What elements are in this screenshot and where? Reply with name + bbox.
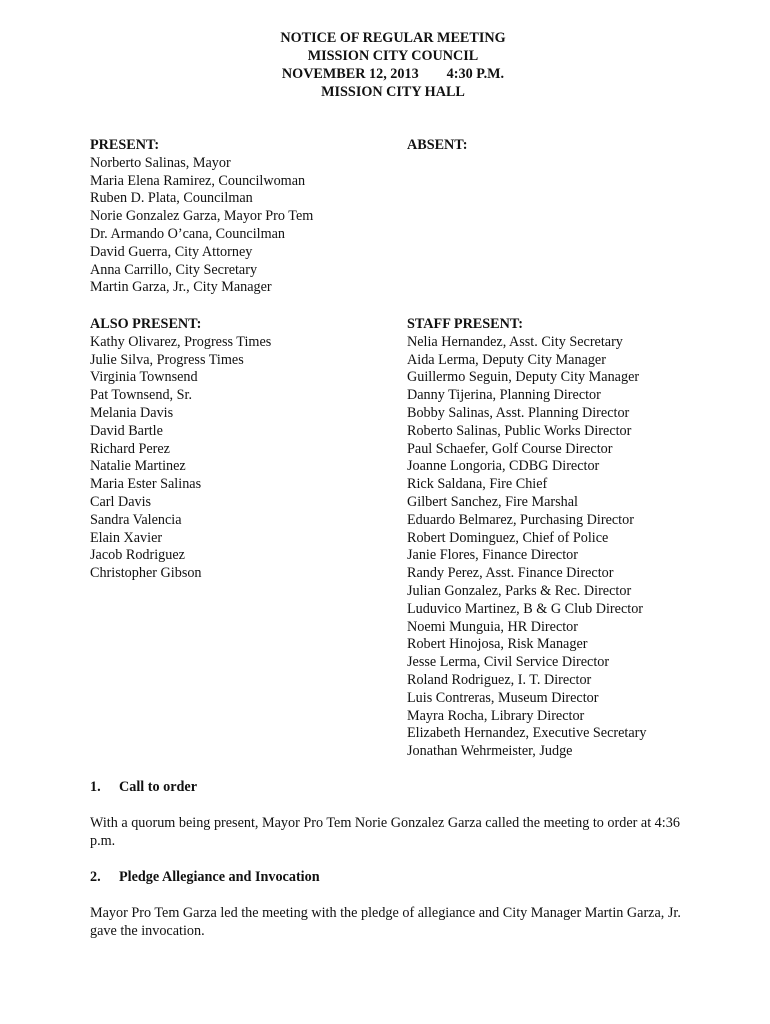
staff-member: Elizabeth Hernandez, Executive Secretary [407,725,647,742]
attendee: Pat Townsend, Sr. [90,387,193,404]
staff-member: Rick Saldana, Fire Chief [407,476,548,493]
attendee: Jacob Rodriguez [90,547,185,564]
staff-member: Gilbert Sanchez, Fire Marshal [407,493,578,510]
attendee: Elain Xavier [90,529,163,546]
staff-present-heading: STAFF PRESENT: [407,316,524,332]
present-member: Martin Garza, Jr., City Manager [90,279,272,296]
attendee: Natalie Martinez [90,458,186,475]
present-member: Norie Gonzalez Garza, Mayor Pro Tem [90,208,314,225]
section-2-title [90,869,320,887]
notice-title: NOTICE OF REGULAR MEETING [280,30,506,46]
date-time-line [0,66,770,84]
staff-member: Roland Rodriguez, I. T. Director [407,671,592,688]
staff-member: Eduardo Belmarez, Purchasing Director [407,511,634,528]
also-present-heading: ALSO PRESENT: [90,316,202,332]
staff-member: Mayra Rocha, Library Director [407,707,585,724]
staff-present-section [407,316,646,761]
attendee: Virginia Townsend [90,369,198,386]
section-number: 2. [90,869,101,885]
present-member: Ruben D. Plata, Councilman [90,190,253,207]
present-member: Norberto Salinas, Mayor [90,154,231,171]
present-member: David Guerra, City Attorney [90,243,253,260]
staff-member: Julian Gonzalez, Parks & Rec. Director [407,582,632,599]
present-member: Maria Elena Ramirez, Councilwoman [90,172,306,189]
present-member: Dr. Armando O’cana, Councilman [90,225,286,242]
attendee: Sandra Valencia [90,511,182,528]
present-section [90,137,313,297]
staff-member: Luduvico Martinez, B & G Club Director [407,600,644,617]
staff-member: Guillermo Seguin, Deputy City Manager [407,369,640,386]
meeting-time: 4:30 P.M. [446,66,505,82]
staff-member: Jonathan Wehrmeister, Judge [407,743,573,760]
section-1-text: With a quorum being present, Mayor Pro Tem Norie Gonzalez Garza called the meeting to order at 4:36 p.m. [90,815,680,849]
staff-member: Janie Flores, Finance Director [407,547,578,564]
staff-member: Danny Tijerina, Planning Director [407,387,601,404]
absent-section [407,137,467,155]
staff-member: Jesse Lerma, Civil Service Director [407,654,610,671]
also-present-section [90,316,271,583]
staff-member: Joanne Longoria, CDBG Director [407,458,600,475]
council-name: MISSION CITY COUNCIL [307,48,479,64]
attendee: Julie Silva, Progress Times [90,351,244,368]
staff-member: Paul Schaefer, Golf Course Director [407,440,613,457]
attendee: Carl Davis [90,493,152,510]
staff-member: Luis Contreras, Museum Director [407,689,599,706]
present-list [90,155,313,297]
staff-member: Robert Hinojosa, Risk Manager [407,636,588,653]
attendee: David Bartle [90,422,163,439]
attendee: Richard Perez [90,440,170,457]
staff-member: Roberto Salinas, Public Works Director [407,422,632,439]
staff-member: Noemi Munguia, HR Director [407,618,579,635]
absent-heading: ABSENT: [407,137,468,153]
staff-member: Randy Perez, Asst. Finance Director [407,565,614,582]
staff-present-list [407,334,646,761]
section-2-text: Mayor Pro Tem Garza led the meeting with the pledge of allegiance and City Manager Martin Garza, Jr. gave the invocation. [90,905,681,939]
staff-member: Bobby Salinas, Asst. Planning Director [407,404,630,421]
staff-member: Aida Lerma, Deputy City Manager [407,351,606,368]
meeting-header [0,30,770,102]
meeting-location: MISSION CITY HALL [321,84,465,100]
section-heading: Pledge Allegiance and Invocation [119,869,320,885]
section-heading: Call to order [119,779,198,795]
attendee: Kathy Olivarez, Progress Times [90,333,272,350]
staff-member: Robert Dominguez, Chief of Police [407,529,609,546]
attendee: Christopher Gibson [90,565,202,582]
attendee: Maria Ester Salinas [90,476,202,493]
also-present-list [90,334,271,583]
present-member: Anna Carrillo, City Secretary [90,261,258,278]
staff-member: Nelia Hernandez, Asst. City Secretary [407,333,623,350]
attendee: Melania Davis [90,404,174,421]
section-number: 1. [90,779,101,795]
section-1-title [90,779,197,797]
meeting-date: NOVEMBER 12, 2013 [281,66,419,82]
present-heading: PRESENT: [90,137,160,153]
